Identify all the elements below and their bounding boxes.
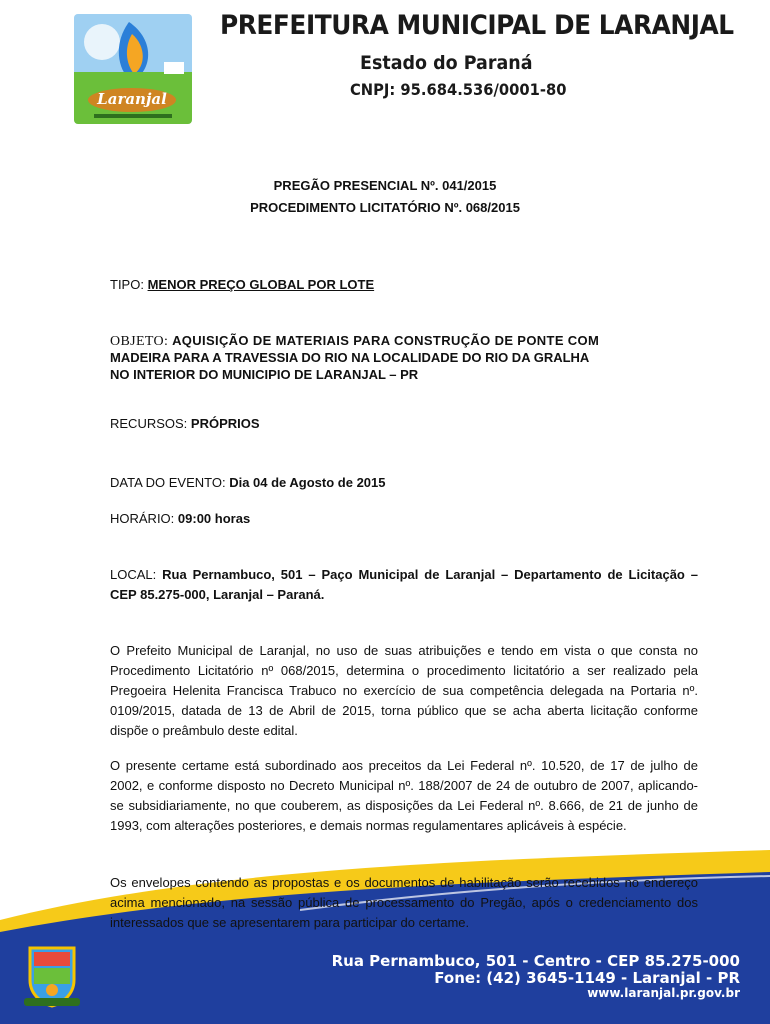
coat-of-arms-icon (20, 940, 84, 1010)
header-cnpj: CNPJ: 95.684.536/0001-80 (350, 80, 567, 99)
header-title: PREFEITURA MUNICIPAL DE LARANJAL (220, 10, 734, 41)
local-paragraph (110, 565, 698, 605)
footer-phone: Fone: (42) 3645-1149 - Laranjal - PR (434, 969, 740, 987)
recursos-label: RECURSOS: (110, 416, 191, 431)
local-value: Rua Pernambuco, 501 – Paço Municipal de Laranjal – Departamento de Licitação – CEP 85.275-000, Laranjal – Paraná. (110, 567, 698, 602)
recursos-value: PRÓPRIOS (190, 416, 260, 431)
logo-text: Laranjal (97, 90, 167, 108)
objeto-line-2: MADEIRA PARA A TRAVESSIA DO RIO NA LOCALIDADE DO RIO DA GRALHA (110, 350, 590, 365)
header-state: Estado do Paraná (360, 52, 533, 74)
recursos-line (110, 415, 700, 433)
objeto-text-1: AQUISIÇÃO DE MATERIAIS PARA CONSTRUÇÃO DE PONTE COM (172, 333, 600, 348)
tipo-line (110, 276, 700, 294)
tipo-label: TIPO: (110, 277, 148, 292)
body-paragraph-2: O presente certame está subordinado aos preceitos da Lei Federal nº. 10.520, de 17 de julho de 2002, e conforme disposto no Decreto Municipal nº. 188/2007 de 24 de outubro de 2007, aplicando-se subsidiariamente, no que couberem, as disposições da Lei Federal nº. 8.666, de 21 de junho de 1993, com alterações posteriores, e demais normas regulamentares aplicáveis à espécie. (110, 758, 698, 833)
local-label: LOCAL: (110, 567, 163, 582)
logo-graphic (74, 14, 192, 124)
footer-website: www.laranjal.pr.gov.br (587, 986, 740, 1000)
municipal-logo (74, 14, 192, 124)
footer-address: Rua Pernambuco, 501 - Centro - CEP 85.275-000 (331, 952, 740, 970)
horario-value: 09:00 horas (177, 511, 251, 526)
horario-label: HORÁRIO: (110, 511, 178, 526)
horario-line (110, 510, 700, 528)
data-evento-label: DATA DO EVENTO: (110, 475, 230, 490)
objeto-line-3: NO INTERIOR DO MUNICIPIO DE LARANJAL – PR (110, 367, 419, 382)
body-paragraph-3: Os envelopes contendo as propostas e os documentos de habilitação serão recebidos no endereço acima mencionado, na sessão pública de processamento do Pregão, após o credenciamento dos interessados que se apresentarem para participar do certame. (110, 875, 698, 930)
body-paragraph-1: O Prefeito Municipal de Laranjal, no uso de suas atribuições e tendo em vista o que consta no Procedimento Licitatório nº 068/2015, determina o procedimento licitatório a ser realizado pela Pregoeira Helenita Francisca Trabuco no exercício de sua competência delegada na Portaria nº. 0109/2015, datada de 13 de Abril de 2015, torna público que se acha aberta licitação conforme dispõe o preâmbulo deste edital. (110, 643, 698, 738)
tipo-value: MENOR PREÇO GLOBAL POR LOTE (147, 277, 375, 292)
data-evento-line (110, 474, 700, 492)
heading-procedimento: PROCEDIMENTO LICITATÓRIO Nº. 068/2015 (250, 200, 520, 215)
data-evento-value: Dia 04 de Agosto de 2015 (229, 475, 386, 490)
objeto-label: OBJETO: (110, 334, 173, 349)
heading-pregao: PREGÃO PRESENCIAL Nº. 041/2015 (273, 178, 497, 193)
